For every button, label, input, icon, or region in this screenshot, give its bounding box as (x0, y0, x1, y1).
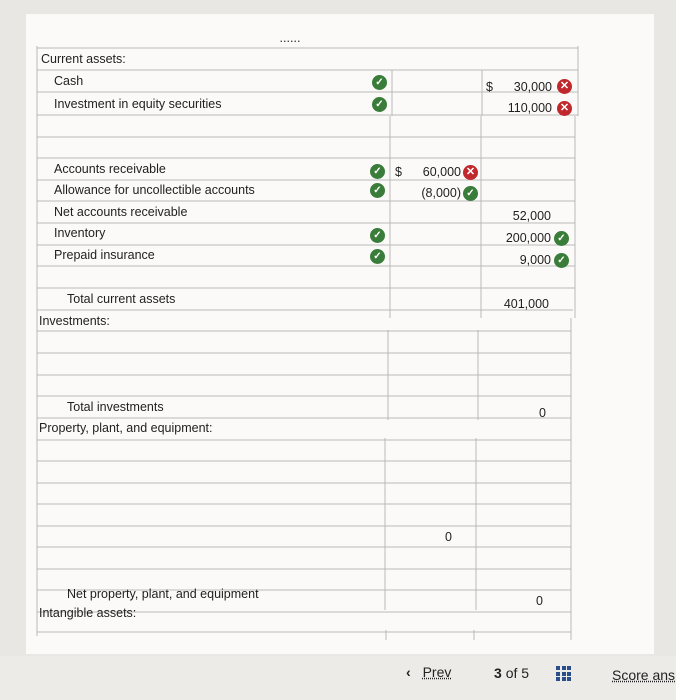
correct-icon (370, 249, 385, 264)
incorrect-icon (557, 79, 572, 94)
label-total-current: Total current assets (67, 292, 176, 306)
currency-cash: $ (486, 80, 493, 94)
page-total: 5 (521, 665, 530, 681)
prev-button[interactable] (406, 664, 451, 680)
section-intangibles: Intangible assets: (39, 606, 137, 620)
amount-total-investments[interactable]: 0 (539, 406, 546, 420)
incorrect-icon (557, 101, 572, 116)
label-allowance: Allowance for uncollectible accounts (54, 183, 255, 197)
correct-icon (463, 186, 478, 201)
amount-inventory[interactable]: 200,000 (505, 231, 551, 245)
grid-icon[interactable] (556, 666, 571, 681)
incorrect-icon (463, 165, 478, 180)
correct-icon (372, 75, 387, 90)
label-net-ppe: Net property, plant, and equipment (67, 587, 259, 601)
section-current-assets: Current assets: (41, 52, 126, 66)
correct-icon (370, 164, 385, 179)
bottom-nav-bar (0, 656, 676, 700)
correct-icon (370, 228, 385, 243)
page-indicator (494, 665, 529, 681)
label-total-investments: Total investments (67, 400, 164, 414)
amount-investment-equity[interactable]: 110,000 (507, 101, 552, 115)
heading-fragment: ...... (280, 34, 302, 44)
prev-label: Prev (422, 664, 452, 680)
amount-prepaid[interactable]: 9,000 (519, 253, 551, 267)
label-cash: Cash (54, 74, 84, 88)
amount-ppe-subtotal[interactable]: 0 (445, 530, 452, 544)
amount-cash[interactable]: 30,000 (513, 80, 552, 94)
section-ppe: Property, plant, and equipment: (39, 421, 213, 435)
currency-receivable: $ (395, 165, 402, 179)
label-accounts-receivable: Accounts receivable (54, 162, 166, 176)
correct-icon (372, 97, 387, 112)
amount-accounts-receivable[interactable]: 60,000 (422, 165, 461, 179)
label-inventory: Inventory (54, 226, 106, 240)
amount-allowance[interactable]: (8,000) (421, 186, 461, 200)
label-investment-equity: Investment in equity securities (54, 97, 222, 111)
correct-icon (370, 183, 385, 198)
correct-icon (554, 231, 569, 246)
amount-net-ppe[interactable]: 0 (536, 594, 543, 608)
label-net-receivable: Net accounts receivable (54, 205, 188, 219)
amount-total-current[interactable]: 401,000 (503, 297, 549, 311)
label-prepaid: Prepaid insurance (54, 248, 155, 262)
score-answer-button[interactable]: Score ans (612, 667, 676, 683)
amount-net-receivable[interactable]: 52,000 (512, 209, 551, 223)
section-investments: Investments: (39, 314, 110, 328)
chevron-left-icon: ‹ (406, 664, 411, 680)
page-of: of (505, 665, 518, 681)
page-current: 3 (494, 665, 502, 681)
correct-icon (554, 253, 569, 268)
